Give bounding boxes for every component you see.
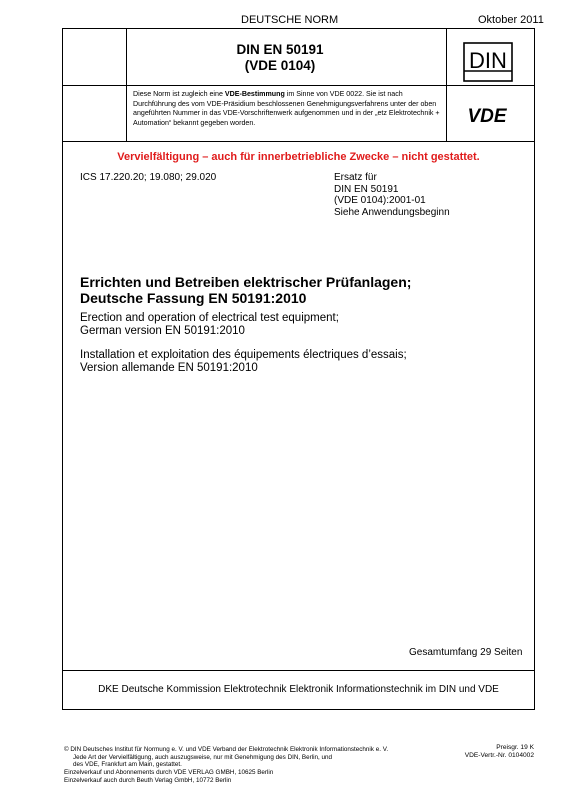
total-pages: Gesamtumfang 29 Seiten	[409, 647, 523, 658]
title-german-line: Deutsche Fassung EN 50191:2010	[80, 290, 307, 306]
vde-logo-text: VDE	[467, 106, 507, 124]
title-english-line: German version EN 50191:2010	[80, 325, 245, 337]
vde-notice-part2: im Sinne von VDE 0022. Sie ist nach Durchführung des vom VDE-Präsidium beschlossenen Genehmigungsverfahrens unter der oben angeführten Nummer in das VDE-Vorschriftenwerk aufgenommen und in der „etz Elektrotechnik + Automation“ bekannt gegeben worden.	[133, 90, 440, 127]
copyright-block	[64, 746, 444, 785]
title-english	[80, 312, 520, 338]
vde-logo	[454, 106, 520, 124]
title-english-line: Erection and operation of electrical test equipment;	[80, 312, 339, 324]
divider	[446, 28, 447, 141]
title-french-line: Installation et exploitation des équipements électriques d’essais;	[80, 349, 407, 361]
sales-line: Einzelverkauf und Abonnements durch VDE VERLAG GMBH, 10625 Berlin	[64, 769, 274, 777]
vde-notice-bold: VDE-Bestimmung	[224, 90, 285, 98]
standard-din-number: DIN EN 50191	[236, 42, 324, 57]
sales-line: Einzelverkauf auch durch Beuth Verlag GmbH, 10772 Berlin	[64, 776, 232, 784]
divider	[62, 670, 535, 671]
divider	[62, 141, 535, 142]
dke-line: DKE Deutsche Kommission Elektrotechnik Elektronik Informationstechnik im DIN und VDE	[98, 684, 499, 695]
replacement-line: DIN EN 50191	[334, 183, 399, 195]
replacement-line: Siehe Anwendungsbeginn	[334, 206, 450, 218]
title-french-line: Version allemande EN 50191:2010	[80, 362, 258, 374]
order-number: VDE-Vertr.-Nr. 0104002	[464, 752, 534, 759]
replacement-line: Ersatz für	[334, 172, 377, 183]
publication-date: Oktober 2011	[478, 14, 544, 26]
doc-type-label: DEUTSCHE NORM	[241, 14, 339, 26]
din-logo-text: DIN	[469, 48, 507, 73]
copyright-line: des VDE, Frankfurt am Main, gestattet.	[73, 761, 182, 769]
replacement-info	[334, 172, 450, 218]
copyright-line: Jede Art der Vervielfältigung, auch auszugsweise, nur mit Genehmigung des DIN, Berlin, und	[73, 753, 333, 761]
price-group: Preisgr. 19 K	[496, 744, 534, 751]
title-german-line: Errichten und Betreiben elektrischer Prüfanlagen;	[80, 274, 412, 290]
standard-vde-number: (VDE 0104)	[244, 58, 316, 73]
title-german	[80, 274, 520, 306]
copyright-line: © DIN Deutsches Institut für Normung e. V. und VDE Verband der Elektrotechnik Elektronik Informationstechnik e. V.	[64, 746, 389, 753]
din-logo	[462, 42, 514, 82]
vde-notice-part1: Diese Norm ist zugleich eine	[133, 90, 225, 98]
title-french	[80, 349, 520, 375]
divider	[62, 85, 535, 86]
vde-notice	[133, 90, 443, 128]
standard-number	[120, 42, 440, 74]
ics-codes: ICS 17.220.20; 19.080; 29.020	[80, 172, 217, 183]
price-block	[450, 744, 534, 760]
replacement-line: (VDE 0104):2001-01	[334, 195, 426, 206]
copy-warning: Vervielfältigung – auch für innerbetriebliche Zwecke – nicht gestattet.	[117, 151, 480, 163]
